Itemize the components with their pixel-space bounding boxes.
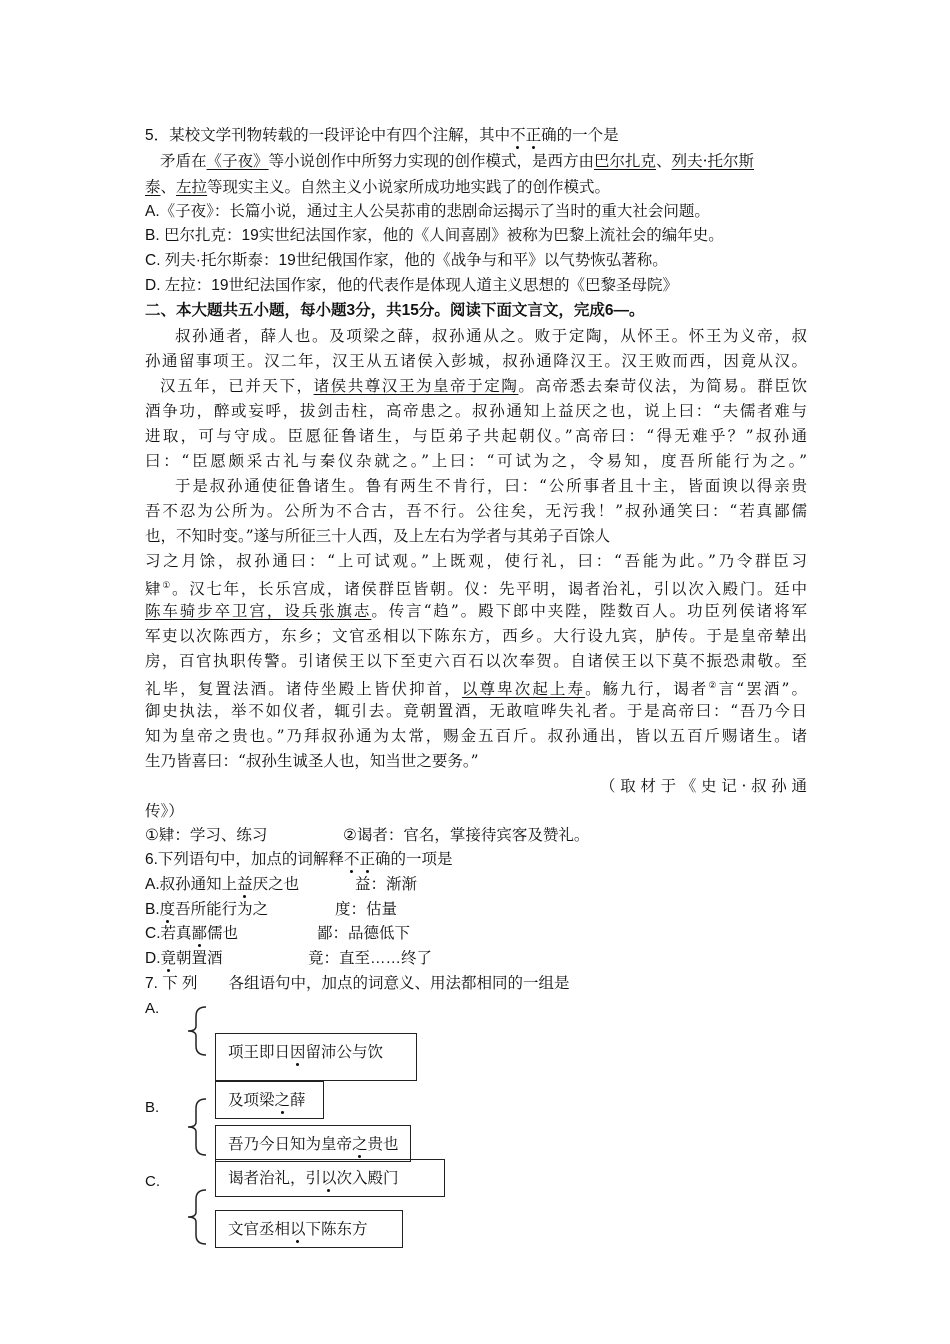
emphasis-dot-char: 之 — [274, 1091, 291, 1109]
q6-option-c: C.若真鄙儒也 — [145, 925, 239, 942]
passage-line: 叔孙通者，薛人也。及项梁之薛，叔孙通从之。败于定陶，从怀王。怀王为义帝，叔 — [175, 327, 807, 345]
emphasis-dot-char: 之 — [352, 1135, 368, 1153]
passage-line: 曰：“臣愿颇采古礼与秦仪杂就之。”上曰：“可试为之，令易知，度吾所能行为之。” — [145, 452, 807, 470]
passage-line: 吾不忍为公所为。公所为不合古，吾不行。公往矣，无污我！”叔孙通笑曰：“若真鄙儒 — [145, 502, 807, 520]
passage-line: 于是叔孙通使征鲁诸生。鲁有两生不肯行，曰：“公所事者且十主，皆面谀以得亲贵 — [175, 477, 807, 495]
footnote-1: ①肄：学习、练习 — [145, 827, 268, 844]
passage-line: 肄①。汉七年，长乐宫成，诸侯群臣皆朝。仪：先平明，谒者治礼，引以次入殿门。廷中 — [145, 580, 807, 599]
passage-line: 知为皇帝之贵也。”乃拜叔孙通为太常，赐金五百斤。叔孙通出，皆以五百斤赐诸生。诸 — [145, 727, 807, 745]
passage-line: 也，不知时变。”遂与所征三十人西，及上左右为学者与其弟子百馀人 — [145, 527, 611, 545]
q5-passage-line-2: 泰、左拉等现实主义。自然主义小说家所成功地实践了的创作模式。 — [145, 178, 611, 196]
passage-line: 陈车骑步卒卫宫，设兵张旗志。传言“趋”。殿下郎中夹陛，陛数百人。功臣列侯诸将军 — [145, 602, 807, 620]
passage-line: 孙通留事项王。汉二年，汉王从五诸侯入彭城，叔孙通降汉王。汉王败而西，因竟从汉。 — [145, 352, 807, 370]
brace-icon — [186, 1006, 208, 1056]
q7-option-c-label: C. — [145, 1173, 160, 1190]
q7-c2-box: 文官丞相以下陈东方 — [215, 1210, 403, 1248]
passage-line: 御史执法，举不如仪者，辄引去。竟朝置酒，无敢喧哗失礼者。于是高帝曰：“吾乃今日 — [145, 702, 807, 720]
brace-icon — [186, 1098, 208, 1156]
q5-option-a: A.《子夜》：长篇小说，通过主人公吴荪甫的悲剧命运揭示了当时的重大社会问题。 — [145, 203, 710, 220]
footnote-2: ②谒者：官名，掌接待宾客及赞礼。 — [343, 827, 590, 844]
emphasis-dot-char: 鄙 — [191, 925, 208, 942]
emphasis-dot-char: 以 — [290, 1220, 306, 1238]
q7-option-b-label: B. — [145, 1099, 160, 1116]
emphasis-dot-char: 不 — [510, 127, 526, 144]
passage-line: 汉五年，已并天下，诸侯共尊汉王为皇帝于定陶。高帝悉去秦苛仪法，为简易。群臣饮 — [160, 377, 807, 395]
q6-option-d: D.竟朝置酒 — [145, 950, 223, 967]
q5-option-c: C. 列夫·托尔斯泰：19世纪俄国作家，他的《战争与和平》以气势恢弘著称。 — [145, 252, 668, 269]
q7-b1-box: 及项梁之薛 — [215, 1081, 324, 1119]
q7-b2-box: 吾乃今日知为皇帝之贵也 — [215, 1125, 411, 1162]
q7-a1-box: 项王即日因留沛公与饮 — [215, 1033, 417, 1081]
emphasis-dot-char: 竟 — [160, 950, 177, 967]
passage-line: 进取，可与守成。臣愿征鲁诸生，与臣弟子共起朝仪。”高帝曰：“得无难乎？”叔孙通 — [145, 427, 807, 445]
passage-line: 礼毕，复置法酒。诸侍坐殿上皆伏抑首，以尊卑次起上寿。觞九行，谒者②言“罢酒”。 — [145, 680, 807, 699]
emphasis-dot-char: 以 — [321, 1169, 337, 1187]
q6-gloss-b: 度：估量 — [335, 901, 398, 918]
passage-line: 生乃皆喜曰：“叔孙生诚圣人也，知当世之要务。” — [145, 752, 479, 770]
emphasis-dot-char: 因 — [290, 1043, 306, 1061]
q5-stem: 5．某校文学刊物转载的一段评论中有四个注解，其中不正确的一个是 — [145, 127, 619, 144]
q7-c1-box: 谒者治礼，引以次入殿门 — [215, 1159, 445, 1197]
q5-option-d: D. 左拉：19世纪法国作家，他的代表作是体现人道主义思想的《巴黎圣母院》 — [145, 277, 679, 294]
emphasis-dot-char: 不 — [343, 851, 360, 868]
q6-gloss-c: 鄙：品德低下 — [317, 925, 411, 942]
emphasis-dot-char: 益 — [237, 876, 253, 893]
source-citation: （取材于《史记·叔孙通 — [600, 777, 807, 795]
emphasis-dot-char: 正 — [359, 851, 375, 868]
q6-stem: 6.下列语句中，加点的词解释不正确的一项是 — [145, 851, 453, 868]
q7-stem: 7. 下 列 各组语句中，加点的词意义、用法都相同的一组是 — [145, 975, 570, 992]
passage-line: 房，百官执职传警。引诸侯王以下至吏六百石以次奉贺。自诸侯王以下莫不振恐肃敬。至 — [145, 652, 807, 670]
emphasis-dot-char: 正 — [525, 127, 542, 144]
passage-line: 酒争功，醉或妄呼，拔剑击柱，高帝患之。叔孙通知上益厌之也，说上曰：“夫儒者难与 — [145, 402, 807, 420]
q5-option-b: B. 巴尔扎克：19实世纪法国作家，他的《人间喜剧》被称为巴黎上流社会的编年史。 — [145, 227, 724, 244]
emphasis-dot-char: 度 — [159, 901, 176, 918]
q5-passage-line-1: 矛盾在《子夜》等小说创作中所努力实现的创作模式，是西方由巴尔扎克、列夫·托尔斯 — [160, 152, 755, 170]
brace-icon — [186, 1189, 208, 1245]
q6-gloss-d: 竟：直至……终了 — [308, 950, 433, 967]
passage-line: 习之月馀，叔孙通曰：“上可试观。”上既观，使行礼，曰：“吾能为此。”乃令群臣习 — [145, 552, 807, 570]
section-heading: 二、本大题共五小题，每小题3分，共15分。阅读下面文言文，完成6—。 — [145, 302, 645, 319]
passage-line: 军吏以次陈西方，东乡；文官丞相以下陈东方，西乡。大行设九宾，胪传。于是皇帝辇出 — [145, 627, 807, 645]
q6-gloss-a: 益：渐渐 — [355, 876, 418, 893]
q6-option-a: A.叔孙通知上益厌之也 — [145, 876, 300, 893]
source-citation-cont: 传》） — [145, 802, 184, 820]
q6-option-b: B.度吾所能行为之 — [145, 901, 269, 918]
q7-option-a-label: A. — [145, 1000, 160, 1017]
